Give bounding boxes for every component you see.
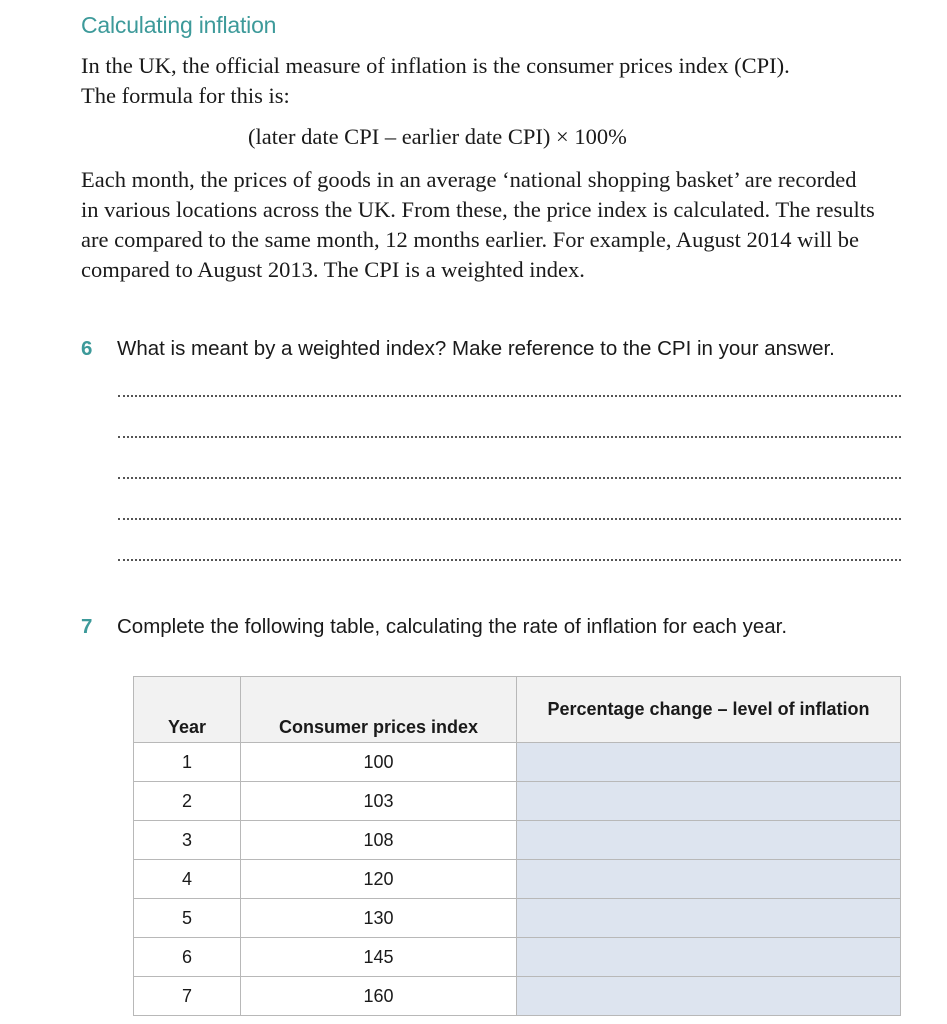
- question-text: What is meant by a weighted index? Make reference to the CPI in your answer.: [117, 337, 835, 360]
- question-text: Complete the following table, calculating the rate of inflation for each year.: [117, 615, 788, 638]
- explanation-paragraph: [81, 165, 947, 285]
- cpi-cell: 103: [241, 782, 517, 821]
- year-cell: 4: [134, 860, 241, 899]
- table-row: [134, 782, 901, 821]
- year-cell: 1: [134, 743, 241, 782]
- intro-line: In the UK, the official measure of inflation is the consumer prices index (CPI).: [81, 53, 790, 78]
- answer-line-3[interactable]: [118, 477, 901, 479]
- answer-line-1[interactable]: [118, 395, 901, 397]
- question-6: [81, 337, 835, 361]
- inflation-answer-cell[interactable]: [517, 938, 901, 977]
- header-percentage-change: Percentage change – level of inflation: [517, 677, 901, 743]
- intro-text: [81, 51, 941, 111]
- cpi-cell: 100: [241, 743, 517, 782]
- answer-line-2[interactable]: [118, 436, 901, 438]
- cpi-cell: 130: [241, 899, 517, 938]
- table-row: [134, 938, 901, 977]
- table-row: [134, 821, 901, 860]
- cpi-table: [133, 676, 901, 1016]
- header-year: Year: [134, 677, 241, 743]
- question-number: 7: [81, 615, 93, 638]
- table-row: [134, 743, 901, 782]
- question-number: 6: [81, 337, 93, 360]
- inflation-answer-cell[interactable]: [517, 821, 901, 860]
- inflation-answer-cell[interactable]: [517, 977, 901, 1016]
- year-cell: 3: [134, 821, 241, 860]
- year-cell: 7: [134, 977, 241, 1016]
- inflation-answer-cell[interactable]: [517, 860, 901, 899]
- table-row: [134, 977, 901, 1016]
- inflation-formula: (later date CPI – earlier date CPI) × 100%: [248, 124, 627, 149]
- table-row: [134, 860, 901, 899]
- inflation-answer-cell[interactable]: [517, 899, 901, 938]
- paragraph-line: Each month, the prices of goods in an average ‘national shopping basket’ are recorded: [81, 167, 857, 192]
- answer-line-4[interactable]: [118, 518, 901, 520]
- paragraph-line: in various locations across the UK. From these, the price index is calculated. The results: [81, 197, 875, 222]
- table-header-row: [134, 677, 901, 743]
- inflation-answer-cell[interactable]: [517, 743, 901, 782]
- answer-line-5[interactable]: [118, 559, 901, 561]
- year-cell: 2: [134, 782, 241, 821]
- year-cell: 5: [134, 899, 241, 938]
- cpi-cell: 145: [241, 938, 517, 977]
- year-cell: 6: [134, 938, 241, 977]
- cpi-cell: 160: [241, 977, 517, 1016]
- cpi-cell: 108: [241, 821, 517, 860]
- paragraph-line: compared to August 2013. The CPI is a weighted index.: [81, 257, 585, 282]
- cpi-cell: 120: [241, 860, 517, 899]
- intro-line: The formula for this is:: [81, 83, 290, 108]
- header-cpi: Consumer prices index: [241, 677, 517, 743]
- paragraph-line: are compared to the same month, 12 months earlier. For example, August 2014 will be: [81, 227, 859, 252]
- inflation-answer-cell[interactable]: [517, 782, 901, 821]
- table-row: [134, 899, 901, 938]
- section-title: Calculating inflation: [81, 12, 277, 38]
- question-7: [81, 615, 787, 639]
